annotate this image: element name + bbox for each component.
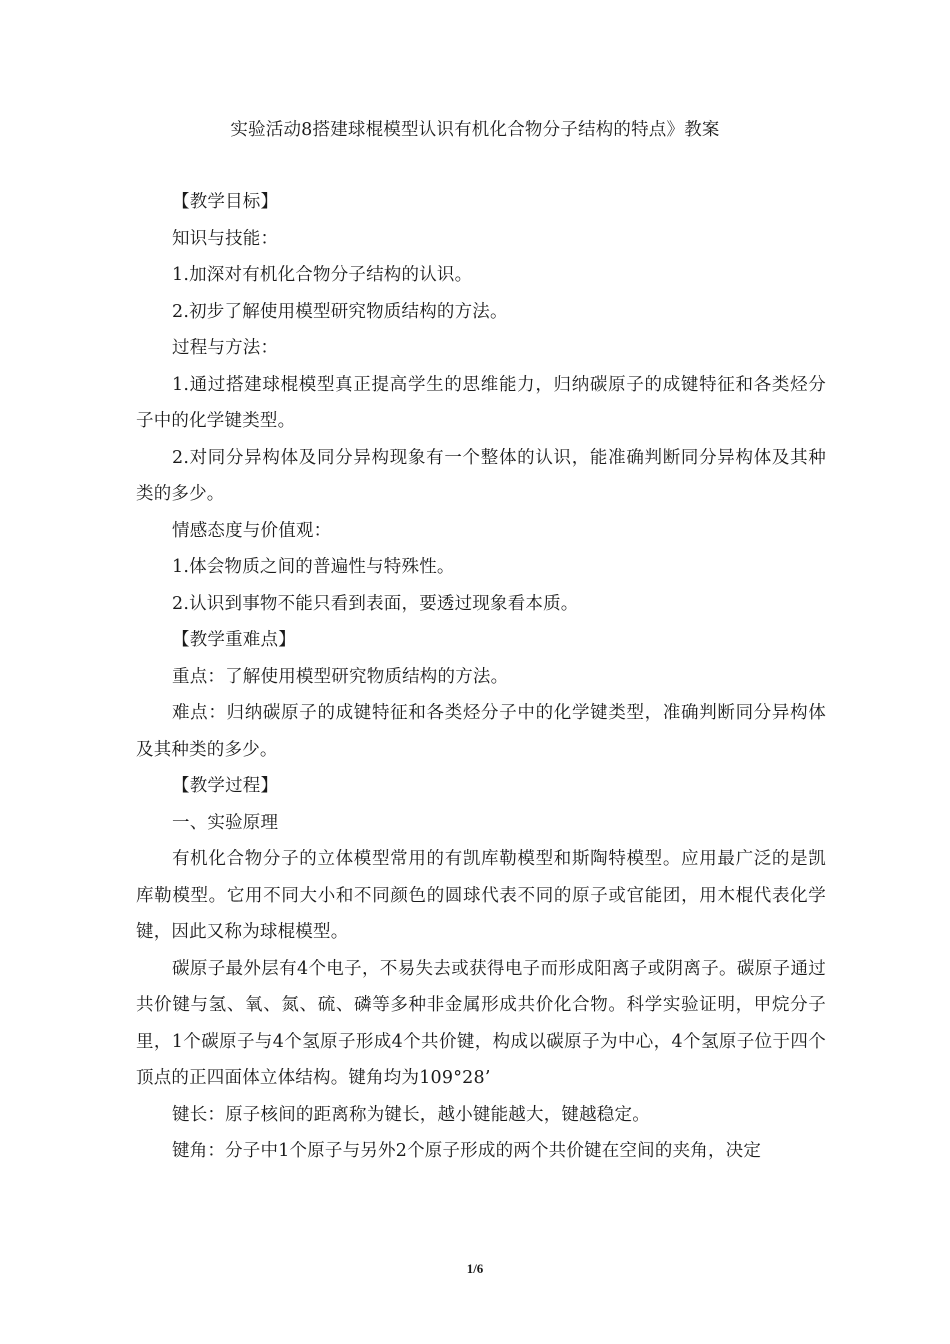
subheading-principle: 一、实验原理 [172,812,279,833]
document-body [136,184,826,1170]
section-heading-key-difficult: 【教学重难点】 [172,630,296,650]
subheading-emotion-values: 情感态度与价值观： [172,520,332,541]
paragraph: 2.认识到事物不能只看到表面，要透过现象看本质。 [172,593,579,614]
paragraph: 1.体会物质之间的普遍性与特殊性。 [172,557,455,577]
section-heading-process: 【教学过程】 [172,776,279,796]
paragraph: 1.通过搭建球棍模型真正提高学生的思维能力，归纳碳原子的成键特征和各类烃分子中的化学键类型。 [136,374,826,431]
subheading-process-method: 过程与方法： [172,338,279,358]
paragraph: 有机化合物分子的立体模型常用的有凯库勒模型和斯陶特模型。应用最广泛的是凯库勒模型。它用不同大小和不同颜色的圆球代表不同的原子或官能团，用木棍代表化学键，因此又称为球棍模型。 [136,849,826,942]
paragraph: 碳原子最外层有4个电子，不易失去或获得电子而形成阳离子或阴离子。碳原子通过共价键与氢、氧、氮、硫、磷等多种非金属形成共价化合物。科学实验证明，甲烷分子里，1个碳原子与4个氢原子形成4个共价键，构成以碳原子为中心，4个氢原子位于四个顶点的正四面体立体结构。键角均为109°28’ [136,958,826,1088]
paragraph: 重点：了解使用模型研究物质结构的方法。 [172,666,509,687]
paragraph: 1.加深对有机化合物分子结构的认识。 [172,265,473,285]
paragraph: 2.对同分异构体及同分异构现象有一个整体的认识，能准确判断同分异构体及其种类的多少。 [136,447,826,504]
paragraph: 键角：分子中1个原子与另外2个原子形成的两个共价键在空间的夹角，决定 [172,1141,762,1161]
section-heading-objectives: 【教学目标】 [172,192,279,212]
paragraph: 难点：归纳碳原子的成键特征和各类烃分子中的化学键类型，准确判断同分异构体及其种类的多少。 [136,703,826,760]
paragraph: 键长：原子核间的距离称为键长，越小键能越大，键越稳定。 [172,1104,650,1125]
subheading-knowledge-skills: 知识与技能： [172,228,279,249]
page-number: 1/6 [466,1261,484,1276]
paragraph: 2.初步了解使用模型研究物质结构的方法。 [172,301,508,322]
document-title: 实验活动8搭建球棍模型认识有机化合物分子结构的特点》教案 [230,120,720,140]
